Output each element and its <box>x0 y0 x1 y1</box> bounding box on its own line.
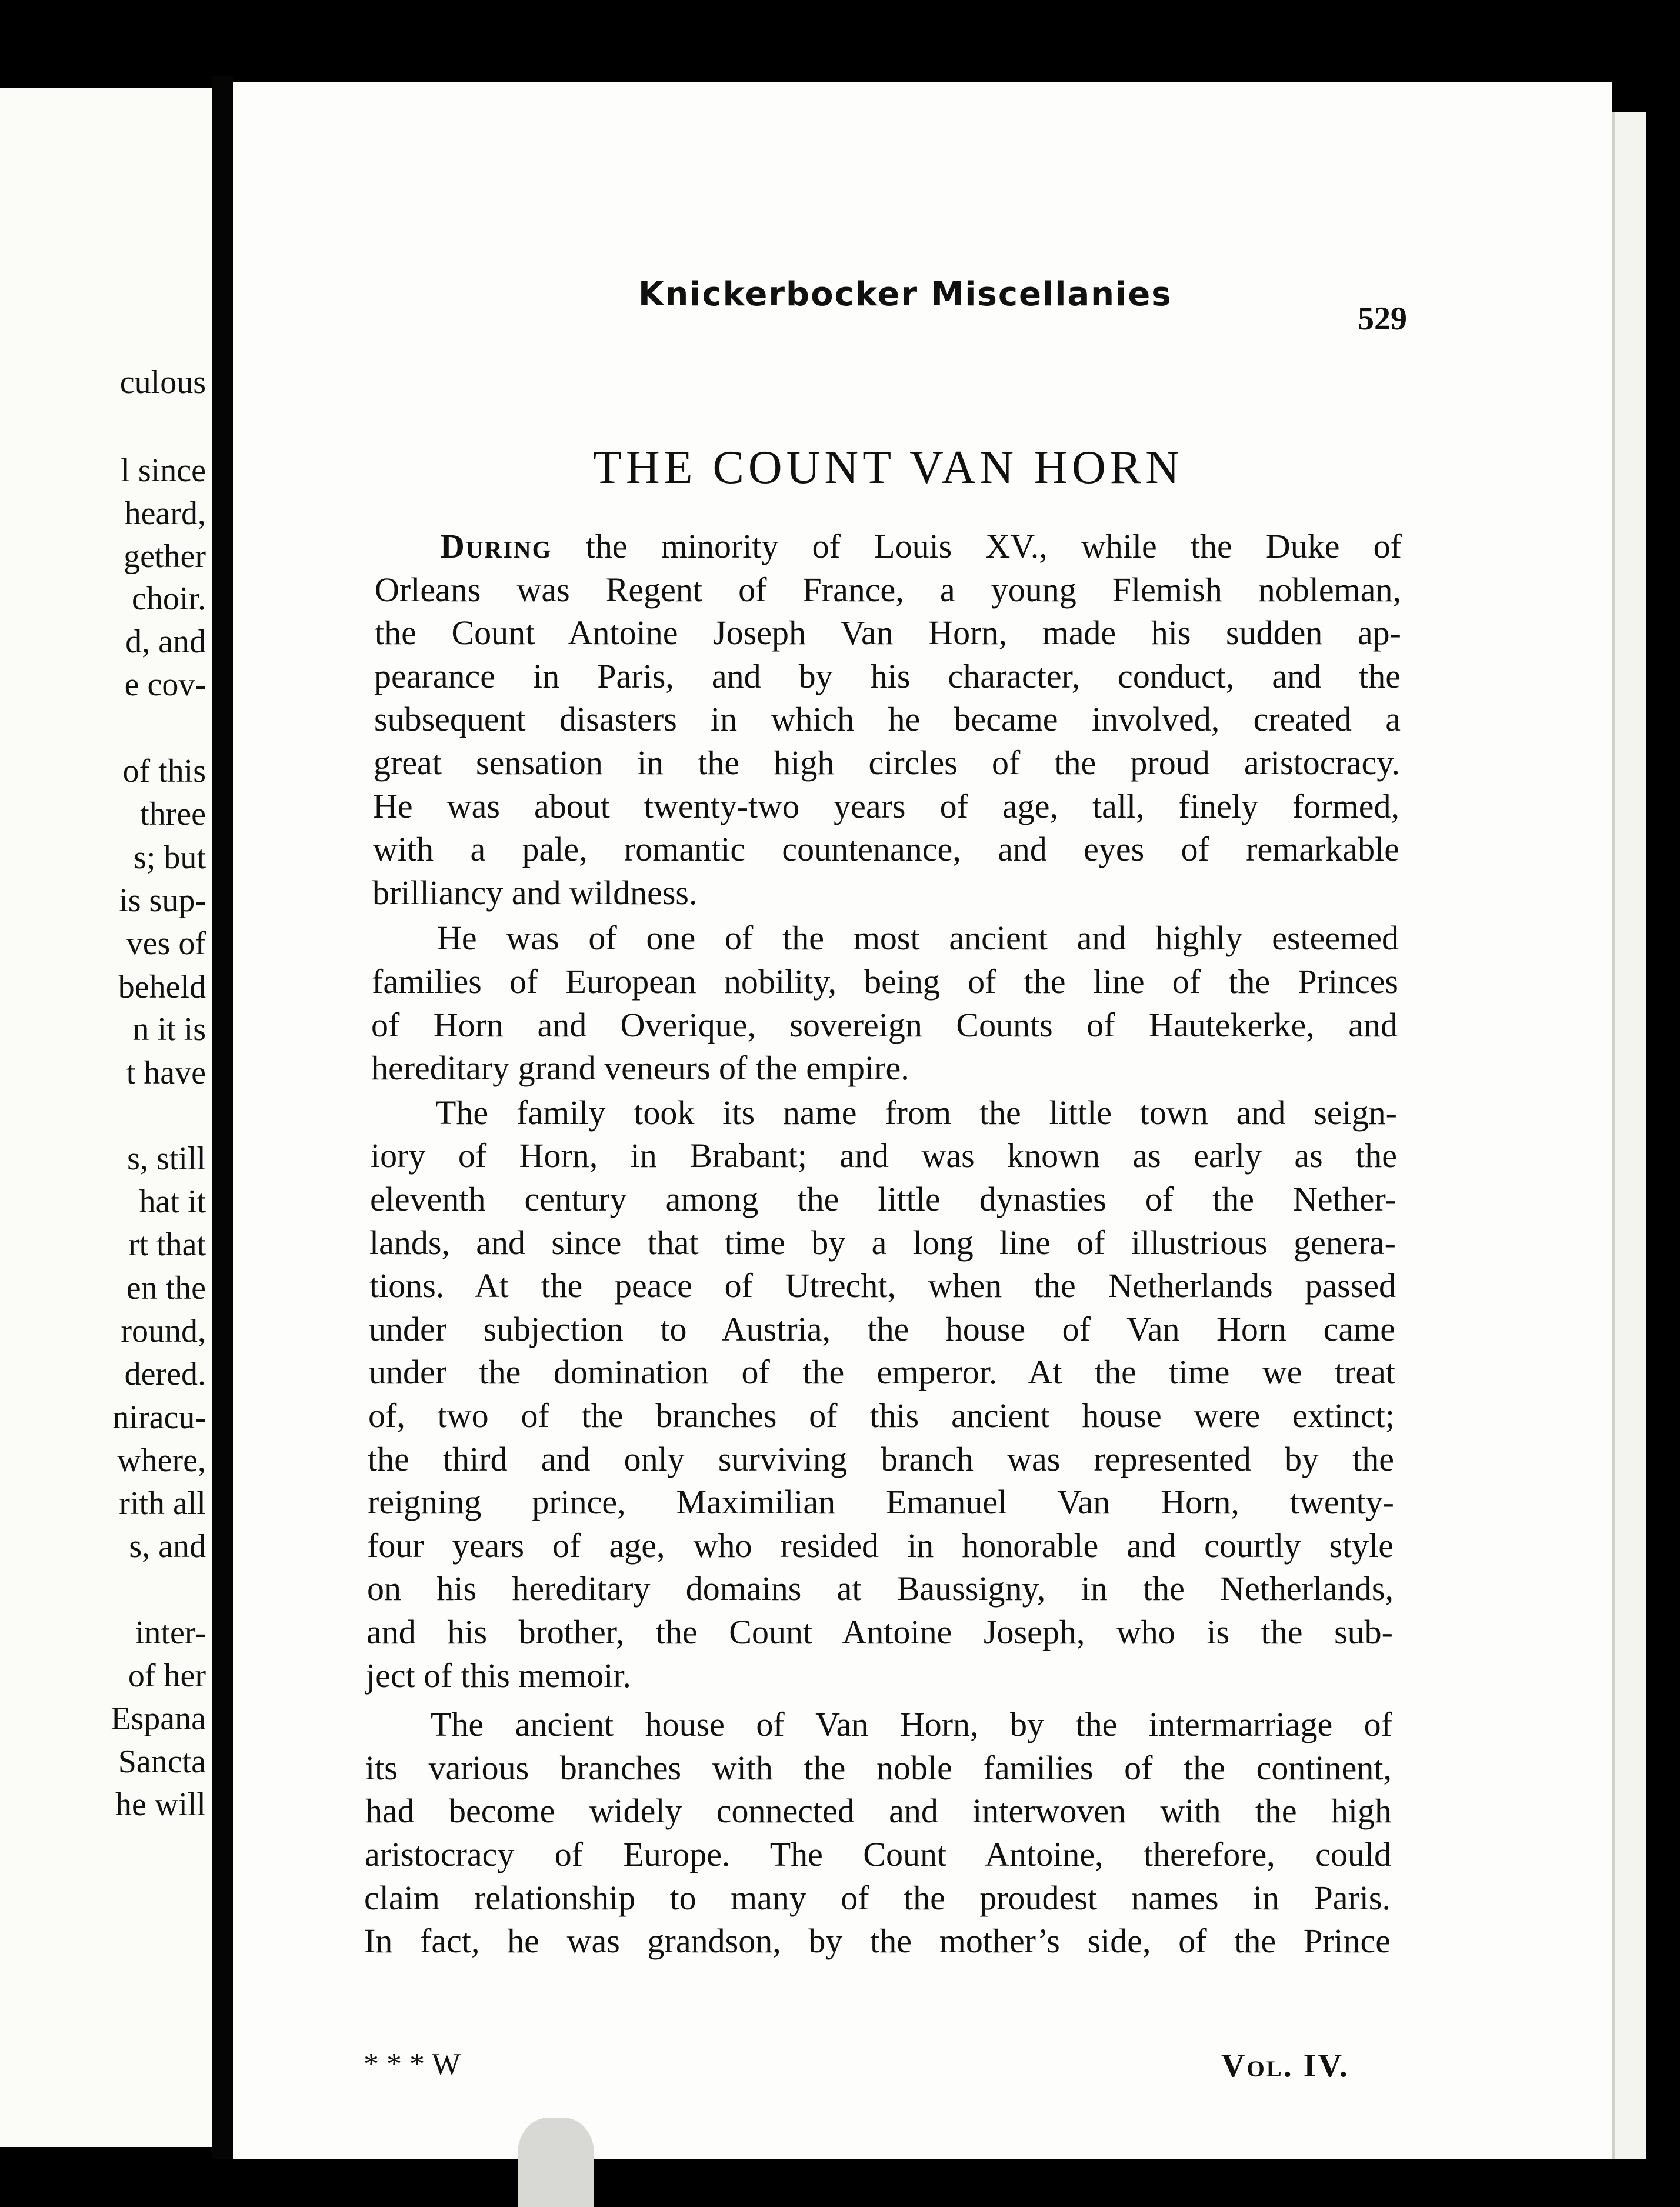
left-page-line: heard, <box>124 495 206 532</box>
article-line: the Count Antoine Joseph Van Horn, made his sudden ap- <box>375 614 1401 652</box>
left-page-line: rt that <box>128 1226 206 1263</box>
left-page-line: where, <box>117 1442 206 1479</box>
scan-artifact <box>518 2118 594 2207</box>
left-page-line: niracu- <box>112 1399 206 1436</box>
left-page-line: s; but <box>134 839 206 876</box>
left-page-line: three <box>140 796 206 832</box>
article-line: its various branches with the noble families of the continent, <box>365 1749 1392 1787</box>
article-line: and his brother, the Count Antoine Joseph, who is the sub- <box>366 1613 1393 1651</box>
line-text: the minority of Louis XV., while the Duke of <box>552 527 1402 565</box>
left-page-line: dered. <box>124 1356 206 1392</box>
left-page-line: Sancta <box>118 1743 206 1780</box>
left-page-line: choir. <box>132 581 206 617</box>
article-line: tions. At the peace of Utrecht, when the Netherlands passed <box>369 1266 1396 1305</box>
article-line: aristocracy of Europe. The Count Antoine, therefore, could <box>365 1835 1391 1873</box>
left-page-line: Espana <box>111 1701 206 1737</box>
article-line: with a pale, romantic countenance, and eyes of remarkable <box>373 830 1399 868</box>
article-line: The family took its name from the little town and seign- <box>435 1094 1397 1132</box>
article-line: under the domination of the emperor. At the time we treat <box>369 1353 1395 1391</box>
article-line: reigning prince, Maximilian Emanuel Van Horn, twenty- <box>368 1483 1394 1521</box>
article-line: In fact, he was grandson, by the mother’s side, of the Prince <box>364 1922 1391 1960</box>
left-page-line: is sup- <box>119 882 206 919</box>
left-page-line: s, and <box>129 1528 206 1565</box>
article-line <box>440 529 1402 564</box>
left-page-line: e cov- <box>124 666 206 703</box>
article-line: He was of one of the most ancient and highly esteemed <box>437 919 1399 957</box>
article-line: under subjection to Austria, the house of Van Horn came <box>369 1310 1395 1348</box>
article-line: iory of Horn, in Brabant; and was known as early as the <box>371 1136 1397 1175</box>
book-gutter <box>212 76 233 2159</box>
left-page-line: culous <box>119 364 206 401</box>
left-page-fragment <box>0 88 212 2147</box>
article-line: the third and only surviving branch was represented by the <box>368 1440 1394 1478</box>
left-page-line: he will <box>115 1786 206 1823</box>
article-line: ject of this memoir. <box>366 1656 632 1695</box>
left-page-line: of her <box>128 1658 206 1694</box>
running-head: Knickerbocker Miscellanies <box>638 275 1172 314</box>
article-line: families of European nobility, being of the line of the Princes <box>372 962 1398 1001</box>
article-line: on his hereditary domains at Baussigny, in the Netherlands, <box>367 1569 1394 1608</box>
article-line: pearance in Paris, and by his character, conduct, and the <box>374 657 1401 695</box>
left-page-line: en the <box>126 1270 206 1306</box>
signature-mark: * * * W <box>364 2048 461 2081</box>
volume-label: Vol. IV. <box>1221 2048 1349 2084</box>
left-page-line: l since <box>121 452 206 489</box>
article-line: subsequent disasters in which he became involved, created a <box>374 700 1401 738</box>
article-line: had become widely connected and interwoven with the high <box>365 1792 1392 1830</box>
left-page-line: n it is <box>132 1011 206 1048</box>
article-line: hereditary grand veneurs of the empire. <box>371 1049 909 1087</box>
left-page-line: inter- <box>135 1615 206 1651</box>
article-title: THE COUNT VAN HORN <box>593 442 1184 494</box>
left-page-line: t have <box>126 1055 206 1091</box>
left-page-line: d, and <box>125 624 206 660</box>
article-line: The ancient house of Van Horn, by the intermarriage of <box>431 1705 1392 1743</box>
left-page-line: rith all <box>119 1485 206 1522</box>
article-line: Orleans was Regent of France, a young Flemish nobleman, <box>375 571 1401 609</box>
page-number: 529 <box>1358 301 1407 337</box>
left-page-line: of this <box>122 753 206 789</box>
article-line: brilliancy and wildness. <box>372 874 698 912</box>
left-page-line: ves of <box>126 925 206 962</box>
drop-word: During <box>440 527 552 565</box>
article-line: He was about twenty-two years of age, tall, finely formed, <box>373 787 1399 825</box>
article-line: of Horn and Overique, sovereign Counts of Hautekerke, and <box>371 1006 1398 1044</box>
left-page-line: beheld <box>118 969 206 1005</box>
page-edge <box>1612 112 1646 2159</box>
left-page-line: gether <box>124 538 206 575</box>
article-line: great sensation in the high circles of the proud aristocracy. <box>374 744 1400 782</box>
left-page-line: s, still <box>127 1141 206 1177</box>
left-page-line: round, <box>121 1313 206 1349</box>
article-line: claim relationship to many of the proudest names in Paris. <box>364 1879 1391 1917</box>
article-line: lands, and since that time by a long line of illustrious genera- <box>369 1223 1396 1262</box>
article-line: eleventh century among the little dynasties of the Nether- <box>370 1180 1396 1218</box>
article-line: of, two of the branches of this ancient house were extinct; <box>368 1396 1395 1435</box>
left-page-line: hat it <box>139 1183 206 1220</box>
article-line: four years of age, who resided in honorable and courtly style <box>367 1526 1394 1565</box>
